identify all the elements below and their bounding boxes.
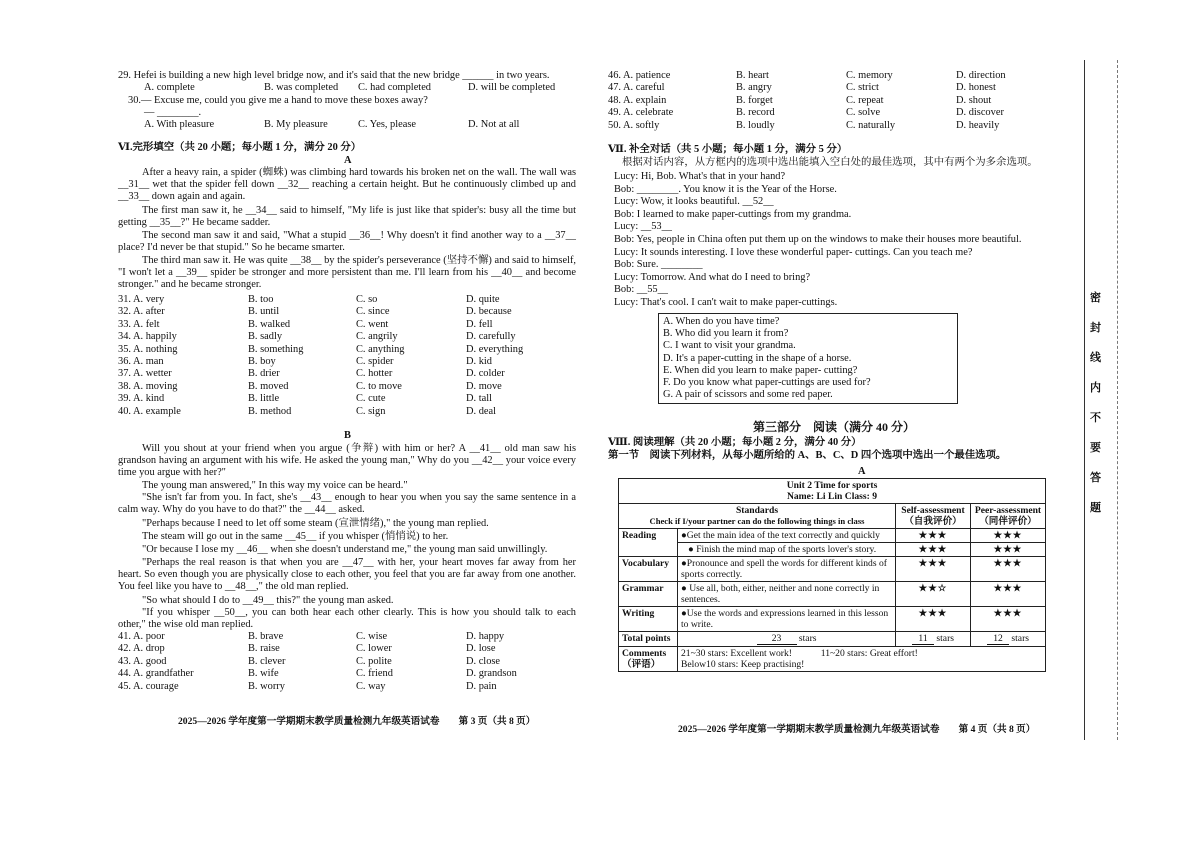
total-value: 23 bbox=[757, 633, 797, 645]
box-option: B. Who did you learn it from? bbox=[663, 328, 789, 340]
option: B. something bbox=[248, 343, 304, 355]
option: D. deal bbox=[466, 405, 497, 417]
self-total bbox=[896, 632, 971, 647]
comments-label-text: Comments bbox=[622, 648, 667, 659]
option: B. My pleasure bbox=[264, 119, 328, 130]
option: 32. A. after bbox=[118, 306, 165, 318]
option: 40. A. example bbox=[118, 405, 181, 417]
total-row bbox=[619, 632, 1046, 647]
table-title-text: Unit 2 Time for sports bbox=[786, 480, 878, 491]
self-stars: ★★☆ bbox=[896, 582, 971, 607]
peer-stars: ★★★ bbox=[971, 529, 1046, 543]
option: 48. A. explain bbox=[608, 94, 667, 106]
passage-b-paragraph: "Perhaps because I need to let off some steam (宣泄情绪)," the young man replied. bbox=[142, 518, 489, 529]
comment: 11~20 stars: Great effort! bbox=[820, 648, 918, 659]
peer-assessment-cn: （同伴评价） bbox=[979, 516, 1037, 527]
self-assessment-header bbox=[896, 504, 971, 529]
option: B. boy bbox=[248, 356, 276, 367]
option: B. clever bbox=[248, 655, 286, 667]
option: D. fell bbox=[466, 318, 493, 330]
section-7-title: Ⅶ. 补全对话（共 5 小题；每小题 1 分，满分 5 分） bbox=[608, 144, 848, 155]
option: C. so bbox=[356, 294, 378, 305]
passage-b-paragraph: "Perhaps the real reason is that when you are __47__ with her, your heart moves far away from her heart. So even though you are physically close to each other, you feel that you are far away from one another. You feel like you have to __48__," the old man replied. bbox=[118, 557, 576, 593]
passage-b-paragraph: "Or because I lose my __46__ when she doesn't understand me," the young man said unwillingly. bbox=[142, 544, 548, 555]
option: D. honest bbox=[956, 82, 996, 94]
peer-stars: ★★★ bbox=[971, 607, 1046, 632]
table-title bbox=[619, 479, 1046, 504]
binding-char: 要 bbox=[1090, 442, 1101, 454]
option: C. solve bbox=[846, 107, 881, 119]
option: 50. A. softly bbox=[608, 119, 660, 131]
row-item: ●Pronounce and spell the words for different kinds of sports correctly. bbox=[678, 557, 896, 582]
standards-subheader: Check if I/your partner can do the following things in class bbox=[649, 516, 865, 526]
row-category: Grammar bbox=[619, 582, 678, 607]
dialogue-line: Bob: __55__ bbox=[614, 284, 668, 296]
total-unit: stars bbox=[798, 633, 817, 644]
option: 47. A. careful bbox=[608, 82, 665, 94]
box-option: C. I want to visit your grandma. bbox=[663, 340, 796, 352]
cut-line bbox=[1117, 60, 1118, 740]
binding-char: 不 bbox=[1090, 412, 1101, 424]
self-assessment-cn: （自我评价） bbox=[904, 516, 962, 527]
option: B. worry bbox=[248, 680, 285, 692]
stars-word: stars bbox=[1011, 633, 1029, 644]
peer-total-value: 12 bbox=[987, 633, 1009, 645]
binding-char: 内 bbox=[1090, 382, 1101, 394]
option: C. naturally bbox=[846, 119, 896, 131]
option: D. close bbox=[466, 655, 501, 667]
row-item: ●Use the words and expressions learned in this lesson to write. bbox=[678, 607, 896, 632]
passage-b-paragraph: "So what should I do to __49__ this?" the young man asked. bbox=[142, 595, 394, 606]
section-8-title: Ⅷ. 阅读理解（共 20 小题；每小题 2 分，满分 40 分） bbox=[608, 437, 862, 448]
option: C. strict bbox=[846, 82, 879, 94]
peer-assessment-header bbox=[971, 504, 1046, 529]
table-row bbox=[619, 607, 1046, 632]
option: C. anything bbox=[356, 343, 405, 355]
option: 31. A. very bbox=[118, 294, 165, 305]
passage-b-label: B bbox=[344, 430, 351, 441]
passage-b-paragraph: The steam will go out in the same __45__ if you whisper (悄悄说) to her. bbox=[142, 531, 449, 542]
question-30-stem2: — ________. bbox=[144, 107, 202, 118]
option: C. cute bbox=[356, 393, 386, 405]
option: 49. A. celebrate bbox=[608, 107, 674, 119]
binding-char: 题 bbox=[1090, 502, 1101, 514]
dialogue-line: Lucy: __53__ bbox=[614, 221, 673, 233]
option: D. colder bbox=[466, 368, 505, 380]
option: 46. A. patience bbox=[608, 70, 671, 81]
option: 44. A. grandfather bbox=[118, 668, 194, 680]
comment: 21~30 stars: Excellent work! bbox=[681, 648, 792, 659]
option: B. wife bbox=[248, 668, 279, 680]
option: B. drier bbox=[248, 368, 280, 380]
box-option: F. Do you know what paper-cuttings are used for? bbox=[663, 377, 871, 389]
dialogue-line: Bob: I learned to make paper-cuttings from my grandma. bbox=[614, 208, 852, 220]
option: C. went bbox=[356, 318, 389, 330]
comments-label-cn: （评语） bbox=[622, 659, 661, 670]
box-option: D. It's a paper-cutting in the shape of a horse. bbox=[663, 352, 852, 364]
option: A. complete bbox=[144, 82, 195, 93]
row-category: Vocabulary bbox=[619, 557, 678, 582]
self-stars: ★★★ bbox=[896, 529, 971, 543]
binding-margin bbox=[1084, 60, 1111, 740]
option: 42. A. drop bbox=[118, 643, 165, 655]
table-row bbox=[619, 529, 1046, 543]
stars-word: stars bbox=[936, 633, 954, 644]
self-stars: ★★★ bbox=[896, 557, 971, 582]
comments-body bbox=[678, 647, 1046, 672]
option: 39. A. kind bbox=[118, 393, 165, 405]
option: B. raise bbox=[248, 643, 280, 655]
option: C. Yes, please bbox=[358, 119, 417, 130]
standards-header bbox=[619, 504, 896, 529]
option: 45. A. courage bbox=[118, 680, 179, 692]
option: D. direction bbox=[956, 70, 1006, 81]
passage-b-paragraph: "She isn't far from you. In fact, she's __43__ enough to hear you when you say the same sentence in a calm way. Why do you have to do that?" the __44__ asked. bbox=[118, 492, 576, 516]
dialogue-line: Bob: Yes, people in China often put them up on the windows to make their houses more beautiful. bbox=[614, 234, 1022, 245]
dialogue-line: Lucy: Hi, Bob. What's that in your hand? bbox=[614, 171, 786, 182]
page-footer: 2025—2026 学年度第一学期期末教学质量检测九年级英语试卷 第 3 页（共 8 页） bbox=[178, 716, 536, 727]
option: D. will be completed bbox=[468, 82, 556, 93]
option: B. brave bbox=[248, 631, 284, 642]
option: B. forget bbox=[736, 94, 773, 106]
option: C. polite bbox=[356, 655, 392, 667]
box-option: A. When do you have time? bbox=[663, 316, 780, 327]
dialogue-line: Lucy: Tomorrow. And what do I need to bring? bbox=[614, 271, 811, 283]
option: D. everything bbox=[466, 343, 524, 355]
option: C. repeat bbox=[846, 94, 884, 106]
option: 35. A. nothing bbox=[118, 343, 178, 355]
option: 41. A. poor bbox=[118, 631, 165, 642]
option: B. angry bbox=[736, 82, 772, 94]
option: A. With pleasure bbox=[144, 119, 215, 130]
passage-a-label: A bbox=[344, 155, 352, 166]
option: B. too bbox=[248, 294, 274, 305]
option: B. little bbox=[248, 393, 280, 405]
option: D. Not at all bbox=[468, 119, 520, 130]
box-option: G. A pair of scissors and some red paper. bbox=[663, 389, 833, 401]
option: C. way bbox=[356, 680, 386, 692]
passage-a-paragraph: The first man saw it, he __34__ said to himself, "My life is just like that spider's: busy all the time but getting __35__?" He became sadder. bbox=[118, 205, 576, 229]
option: C. angrily bbox=[356, 331, 398, 343]
option: B. record bbox=[736, 107, 775, 119]
option: B. walked bbox=[248, 318, 291, 330]
total-points bbox=[678, 632, 896, 647]
passage-a-paragraph: The third man saw it. He was quite __38__ by the spider's perseverance (坚持不懈) and said to himself, "I won't let a __39__ spider be stronger and more persistent than me. I'll learn from his __40__ and become stronger." and he became stronger. bbox=[118, 255, 576, 291]
section-7-instruction: 根据对话内容，从方框内的选项中选出能填入空白处的最佳选项，其中有两个为多余选项。 bbox=[622, 157, 1038, 168]
section-8-subtitle: 第一节 阅读下列材料，从每小题所给的 A、B、C、D 四个选项中选出一个最佳选项。 bbox=[608, 450, 1007, 461]
option: D. grandson bbox=[466, 668, 517, 680]
row-category: Reading bbox=[619, 529, 678, 557]
binding-char: 密 bbox=[1090, 292, 1101, 304]
option: C. friend bbox=[356, 668, 393, 680]
dialogue-line: Lucy: That's cool. I can't wait to make paper-cuttings. bbox=[614, 297, 838, 308]
self-stars: ★★★ bbox=[896, 543, 971, 557]
peer-total bbox=[971, 632, 1046, 647]
self-assessment-text: Self-assessment bbox=[901, 505, 965, 516]
option: C. to move bbox=[356, 380, 402, 392]
option: 34. A. happily bbox=[118, 331, 177, 343]
option: C. lower bbox=[356, 643, 392, 655]
row-item: ● Finish the mind map of the sports lover's story. bbox=[678, 543, 896, 557]
option: D. move bbox=[466, 380, 502, 392]
passage-a-label: A bbox=[858, 466, 866, 477]
dialogue-line: Lucy: Wow, it looks beautiful. __52__ bbox=[614, 196, 774, 208]
option: 33. A. felt bbox=[118, 318, 160, 330]
option: D. carefully bbox=[466, 331, 516, 343]
page-footer: 2025—2026 学年度第一学期期末教学质量检测九年级英语试卷 第 4 页（共 8 页） bbox=[678, 724, 1036, 735]
binding-char: 线 bbox=[1090, 352, 1101, 364]
peer-stars: ★★★ bbox=[971, 543, 1046, 557]
option: C. hotter bbox=[356, 368, 393, 380]
row-item: ●Get the main idea of the text correctly and quickly bbox=[678, 529, 896, 543]
option: 43. A. good bbox=[118, 655, 167, 667]
option: D. heavily bbox=[956, 119, 1000, 131]
binding-char: 答 bbox=[1090, 472, 1101, 484]
dialogue-line: Lucy: It sounds interesting. I love these wonderful paper- cuttings. Can you teach me? bbox=[614, 246, 973, 258]
option: B. moved bbox=[248, 380, 289, 392]
option: C. sign bbox=[356, 405, 386, 417]
option: C. memory bbox=[846, 70, 893, 81]
comments-label bbox=[619, 647, 678, 672]
table-row bbox=[619, 543, 1046, 557]
self-stars: ★★★ bbox=[896, 607, 971, 632]
assessment-table bbox=[618, 478, 1046, 672]
peer-stars: ★★★ bbox=[971, 557, 1046, 582]
option: D. tall bbox=[466, 393, 492, 405]
option: 38. A. moving bbox=[118, 380, 178, 392]
option: C. wise bbox=[356, 631, 388, 642]
peer-stars: ★★★ bbox=[971, 582, 1046, 607]
dialogue-line: Bob: Sure. ________ bbox=[614, 259, 703, 271]
option: D. discover bbox=[956, 107, 1004, 119]
option: 36. A. man bbox=[118, 356, 164, 367]
section-6-title: Ⅵ.完形填空（共 20 小题；每小题 1 分，满分 20 分） bbox=[118, 142, 362, 153]
total-label: Total points bbox=[619, 632, 678, 647]
standards-header-text: Standards bbox=[735, 505, 779, 516]
option: B. loudly bbox=[736, 119, 775, 131]
option: C. since bbox=[356, 306, 390, 318]
binding-char: 封 bbox=[1090, 322, 1101, 334]
passage-b-paragraph: "If you whisper __50__, you can both hear each other clearly. This is how you should talk to each other," the wise old man replied. bbox=[118, 607, 576, 631]
part-3-title: 第三部分 阅读（满分 40 分） bbox=[753, 420, 916, 434]
row-item: ● Use all, both, either, neither and none correctly in sentences. bbox=[678, 582, 896, 607]
peer-assessment-text: Peer-assessment bbox=[974, 505, 1042, 516]
comments-row bbox=[619, 647, 1046, 672]
option: C. spider bbox=[356, 356, 394, 367]
option: D. quite bbox=[466, 294, 500, 305]
row-category: Writing bbox=[619, 607, 678, 632]
option: D. lose bbox=[466, 643, 496, 655]
passage-b-paragraph: Will you shout at your friend when you argue (争辩) with him or her? A __41__ old man saw his grandson having an argument with his wife. He asked the young man," Why do you __42__ your voice every time you argue with her?" bbox=[118, 443, 576, 479]
option: D. kid bbox=[466, 356, 492, 367]
option: B. was completed bbox=[264, 82, 339, 93]
passage-a-paragraph: The second man saw it and said, "What a stupid __36__! Why doesn't it find another way to a __37__ place? I'd never be that stupid." So he became smarter. bbox=[118, 230, 576, 254]
box-option: E. When did you learn to make paper- cutting? bbox=[663, 364, 858, 376]
option: B. sadly bbox=[248, 331, 283, 343]
table-row bbox=[619, 582, 1046, 607]
dialogue-line: Bob: ________. You know it is the Year of the Horse. bbox=[614, 183, 837, 195]
option: 37. A. wetter bbox=[118, 368, 172, 380]
option: D. shout bbox=[956, 94, 992, 106]
question-30-stem: 30.— Excuse me, could you give me a hand to move these boxes away? bbox=[128, 95, 428, 106]
option: B. until bbox=[248, 306, 280, 318]
option: D. because bbox=[466, 306, 512, 318]
passage-b-paragraph: The young man answered," In this way my voice can be heard." bbox=[142, 480, 408, 491]
option: D. pain bbox=[466, 680, 497, 692]
question-29-stem: 29. Hefei is building a new high level bridge now, and it's said that the new bridge ______ in two years. bbox=[118, 70, 550, 81]
option: C. had completed bbox=[358, 82, 432, 93]
option: B. method bbox=[248, 405, 292, 417]
dialogue-options-box bbox=[658, 313, 958, 404]
option: B. heart bbox=[736, 70, 769, 81]
passage-a-paragraph: After a heavy rain, a spider (蜘蛛) was climbing hard towards his broken net on the wall. The wall was __31__ wet that the spider fell down __32__ reaching a certain height. But he continuously climbed up and __33__ down again and again. bbox=[118, 167, 576, 203]
option: D. happy bbox=[466, 631, 505, 642]
table-row bbox=[619, 557, 1046, 582]
comment: Below10 stars: Keep practising! bbox=[681, 659, 805, 670]
self-total-value: 11 bbox=[912, 633, 934, 645]
table-name-line: Name: Li Lin Class: 9 bbox=[786, 491, 878, 502]
